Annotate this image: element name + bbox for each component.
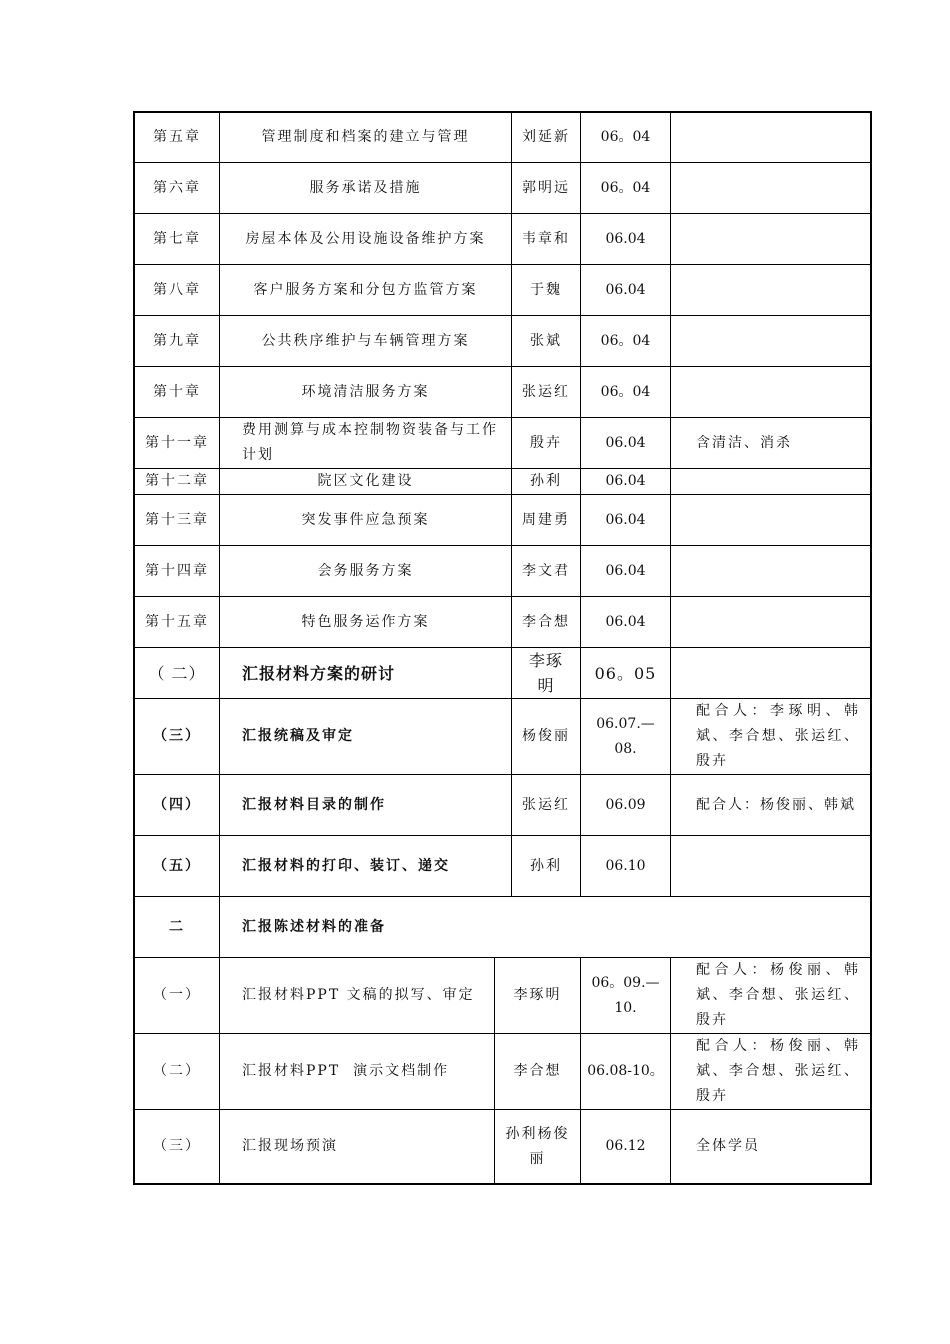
note-text: 配合人：杨俊丽、韩斌、李合想、张运红、殷卉 (696, 962, 860, 1028)
note (671, 316, 870, 366)
table-row (133, 111, 872, 162)
due-date: 06.04 (581, 469, 671, 494)
due-date: 06.04 (581, 597, 671, 647)
task-item: 环境清洁服务方案 (220, 367, 512, 417)
task-item: 汇报统稿及审定 (220, 699, 512, 774)
responsible-person: 郭明远 (512, 163, 581, 213)
note (671, 648, 870, 698)
table-row (133, 162, 872, 213)
chapter-number: 第五章 (135, 113, 220, 162)
table-row (133, 417, 872, 468)
task-item: 院区文化建设 (220, 469, 512, 494)
chapter-number: 第十五章 (135, 597, 220, 647)
section-number: （五） (135, 836, 220, 896)
table-row (133, 315, 872, 366)
due-date: 06.09 (581, 775, 671, 835)
note (671, 836, 870, 896)
task-item: 汇报材料PPT 文稿的拟写、审定 (220, 958, 495, 1033)
part-number: 二 (135, 897, 220, 957)
responsible-person: 杨俊丽 (512, 699, 581, 774)
responsible-person: 于魏 (512, 265, 581, 315)
task-item: 管理制度和档案的建立与管理 (220, 113, 512, 162)
due-date: 06.04 (581, 265, 671, 315)
table-row (133, 545, 872, 596)
due-date: 06.12 (581, 1110, 671, 1183)
task-item: 会务服务方案 (220, 546, 512, 596)
responsible-person: 孙利杨俊丽 (495, 1110, 581, 1183)
task-item: 汇报材料方案的研讨 (220, 648, 512, 698)
due-date: 06.04 (581, 495, 671, 545)
responsible-person: 孙利 (512, 836, 581, 896)
due-date: 06。05 (581, 648, 671, 698)
note (671, 546, 870, 596)
responsible-person: 李琢明 (512, 648, 581, 698)
note (671, 958, 870, 1033)
responsible-person: 周建勇 (512, 495, 581, 545)
table-row (133, 896, 872, 957)
part-title: 汇报陈述材料的准备 (242, 918, 386, 935)
table-row (133, 264, 872, 315)
task-item: 费用测算与成本控制物资装备与工作计划 (220, 418, 512, 468)
table-row (133, 774, 872, 835)
section-number: （三） (135, 699, 220, 774)
note (671, 495, 870, 545)
table-row (133, 957, 872, 1033)
task-item: 特色服务运作方案 (220, 597, 512, 647)
table-row (133, 647, 872, 698)
note (671, 113, 870, 162)
note (671, 469, 870, 494)
responsible-person: 张斌 (512, 316, 581, 366)
chapter-number: 第七章 (135, 214, 220, 264)
chapter-number: 第十三章 (135, 495, 220, 545)
task-item: 汇报现场预演 (220, 1110, 495, 1183)
note (671, 597, 870, 647)
note (671, 265, 870, 315)
note: 全体学员 (696, 1138, 760, 1154)
task-item: 汇报材料的打印、装订、递交 (220, 836, 512, 896)
due-date: 06。04 (581, 316, 671, 366)
note (671, 214, 870, 264)
section-number: （四） (135, 775, 220, 835)
section-number: （ 二） (135, 648, 220, 698)
due-date: 06.07.—08. (581, 699, 671, 774)
table-row (133, 835, 872, 896)
note (671, 699, 870, 774)
section-number: （一） (135, 958, 220, 1033)
due-date: 06。04 (581, 367, 671, 417)
task-item: 客户服务方案和分包方监管方案 (220, 265, 512, 315)
chapter-number: 第十四章 (135, 546, 220, 596)
note (671, 367, 870, 417)
chapter-number: 第六章 (135, 163, 220, 213)
task-item: 突发事件应急预案 (220, 495, 512, 545)
chapter-number: 第十一章 (135, 418, 220, 468)
due-date: 06.08-10。 (581, 1034, 671, 1109)
task-item: 汇报材料目录的制作 (220, 775, 512, 835)
responsible-person: 殷卉 (512, 418, 581, 468)
responsible-person: 张运红 (512, 367, 581, 417)
table-row (133, 1109, 872, 1185)
due-date: 06。04 (581, 113, 671, 162)
table-row (133, 1033, 872, 1109)
table-row (133, 596, 872, 647)
task-item: 房屋本体及公用设施设备维护方案 (220, 214, 512, 264)
due-date: 06.04 (581, 214, 671, 264)
due-date: 06。04 (581, 163, 671, 213)
chapter-number: 第八章 (135, 265, 220, 315)
chapter-number: 第十二章 (135, 469, 220, 494)
section-number: （二） (135, 1034, 220, 1109)
schedule-table (133, 111, 872, 1185)
table-row (133, 494, 872, 545)
chapter-number: 第九章 (135, 316, 220, 366)
due-date: 06.04 (581, 418, 671, 468)
responsible-person: 李文君 (512, 546, 581, 596)
table-row (133, 213, 872, 264)
section-number: （三） (135, 1110, 220, 1183)
chapter-number: 第十章 (135, 367, 220, 417)
responsible-person: 张运红 (512, 775, 581, 835)
task-item: 公共秩序维护与车辆管理方案 (220, 316, 512, 366)
task-item: 服务承诺及措施 (220, 163, 512, 213)
responsible-person: 李合想 (495, 1034, 581, 1109)
due-date: 06.10 (581, 836, 671, 896)
table-row (133, 366, 872, 417)
table-row (133, 698, 872, 774)
note-text: 配合人：李琢明、韩斌、李合想、张运红、殷卉 (696, 703, 860, 769)
responsible-person: 刘延新 (512, 113, 581, 162)
note: 含清洁、消杀 (696, 434, 792, 451)
note (671, 1034, 870, 1109)
responsible-person: 李琢明 (495, 958, 581, 1033)
task-item: 汇报材料PPT 演示文档制作 (220, 1034, 495, 1109)
note (671, 163, 870, 213)
responsible-person: 李合想 (512, 597, 581, 647)
responsible-person: 孙利 (512, 469, 581, 494)
note (671, 775, 870, 835)
due-date: 06。09.—10. (581, 958, 671, 1033)
note-text: 配合人：杨俊丽、韩斌 (696, 796, 856, 813)
table-row (133, 468, 872, 494)
responsible-person: 韦章和 (512, 214, 581, 264)
due-date: 06.04 (581, 546, 671, 596)
note-text: 配合人：杨俊丽、韩斌、李合想、张运红、殷卉 (696, 1038, 860, 1104)
